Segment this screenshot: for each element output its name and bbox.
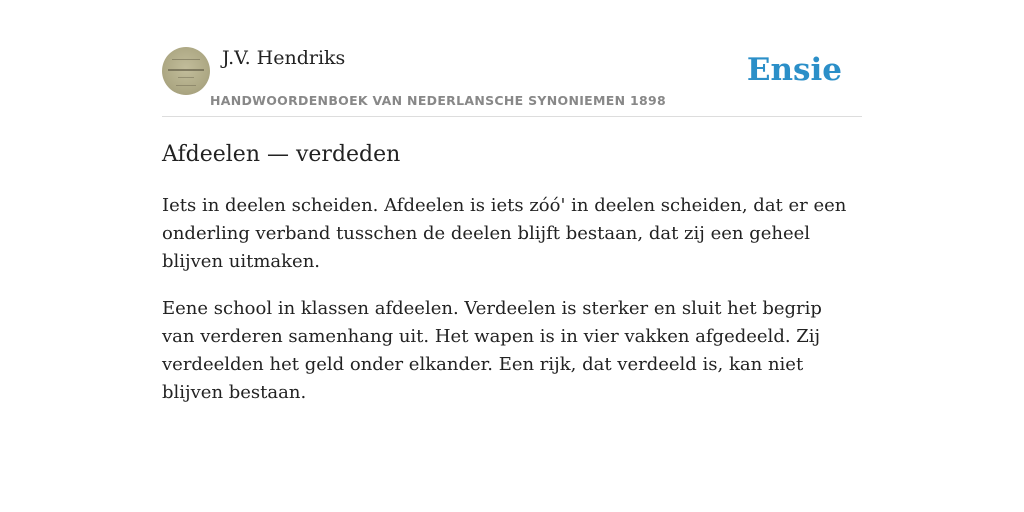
entry-paragraph: Iets in deelen scheiden. Afdeelen is iets zóó' in deelen scheiden, dat er een onderling verband tusschen de deelen blijft bestaan, dat zij een geheel blijven uitmaken. xyxy=(162,195,847,272)
cover-line xyxy=(176,85,196,86)
book-cover-avatar[interactable] xyxy=(162,47,210,95)
brand-logo[interactable]: Ensie xyxy=(746,52,842,88)
header xyxy=(162,46,862,117)
entry-content xyxy=(162,192,852,426)
cover-line xyxy=(168,69,204,71)
cover-line xyxy=(172,59,200,60)
dictionary-title[interactable]: HANDWOORDENBOEK VAN NEDERLANSCHE SYNONIEMEN 1898 xyxy=(210,93,667,108)
author-name[interactable]: J.V. Hendriks xyxy=(222,47,346,69)
entry-title: Afdeelen — verdeden xyxy=(162,142,401,167)
entry-paragraph: Eene school in klassen afdeelen. Verdeelen is sterker en sluit het begrip van verderen samenhang uit. Het wapen is in vier vakken afgedeeld. Zij verdeelden het geld onder elkander. Een rijk, dat verdeeld is, kan niet blijven bestaan. xyxy=(162,298,822,403)
cover-line xyxy=(178,77,194,78)
